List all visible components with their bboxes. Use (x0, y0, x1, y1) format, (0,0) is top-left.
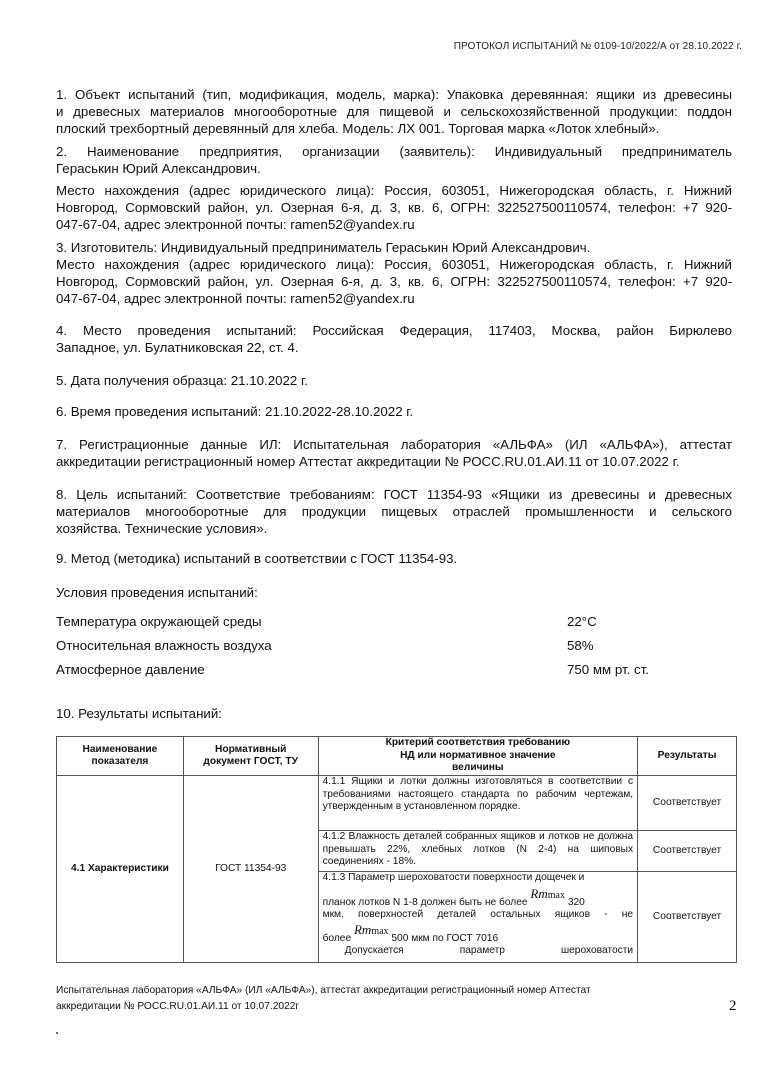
table-row (57, 776, 737, 831)
section-applicant-line-1: 2. Наименование предприятия, организации (заявитель): Индивидуальный предприниматель (56, 144, 732, 159)
rm-max-symbol: Rmmax (530, 885, 565, 901)
applicant-address-line-2: Новгород, Сормовский район, ул. Озерная 6-я, д. 3, кв. 6, ОГРН: 322527500110574, телефон: +7 920- (56, 200, 732, 215)
section-lab-registration-line-1: 7. Регистрационные данные ИЛ: Испытательная лаборатория «АЛЬФА» (ИЛ «АЛЬФА»), аттестат (56, 437, 732, 452)
results-table-header (57, 737, 737, 776)
indicator-name-cell: 4.1 Характеристики (57, 776, 184, 963)
page-number: 2 (729, 998, 737, 1014)
section-test-location-line-1: 4. Место проведения испытаний: Российская Федерация, 117403, Москва, район Бирюлево (56, 323, 732, 338)
section-lab-registration-line-2: аккредитации регистрационный номер Аттестат аккредитации № РОСС.RU.01.АИ.11 от 10.07.2022 г. (56, 454, 680, 469)
applicant-address (56, 182, 732, 233)
section-test-purpose-line-3: хозяйства. Технические условия». (56, 521, 268, 536)
header-criterion: Критерий соответствия требованию НД или нормативное значение величины (318, 737, 638, 776)
header-normative-doc: Нормативный документ ГОСТ, ТУ (183, 737, 318, 776)
rm-max-symbol: Rmmax (353, 921, 389, 937)
section-test-method: 9. Метод (методика) испытаний в соответствии с ГОСТ 11354-93. (56, 551, 458, 566)
section-test-purpose-line-2: материалов многооборотные для продукции пищевых отраслей промышленности и сельского (56, 504, 732, 519)
section-test-purpose-line-1: 8. Цель испытаний: Соответствие требованиям: ГОСТ 11354-93 «Ящики из древесины и древесных (56, 487, 732, 502)
applicant-address-line-3: 047-67-04, адрес электронной почты: ramen52@yandex.ru (56, 217, 415, 232)
section-test-location (56, 322, 732, 356)
condition-value: 58% (567, 638, 594, 653)
section-object (56, 86, 732, 137)
section-lab-registration (56, 436, 732, 470)
result-cell: Соответствует (638, 872, 737, 963)
normative-doc-cell: ГОСТ 11354-93 (183, 776, 318, 963)
condition-label: Атмосферное давление (56, 662, 205, 677)
footer-line-1: Испытательная лаборатория «АЛЬФА» (ИЛ «АЛЬФА»), аттестат аккредитации регистрационный номер Аттестат (56, 985, 591, 996)
header-indicator-name: Наименование показателя (57, 737, 184, 776)
section-manufacturer-line-2: Место нахождения (адрес юридического лица): Россия, 603051, Нижегородская область, г. Нижний (56, 257, 732, 272)
footer-line-2: аккредитации № РОСС.RU.01.АИ.11 от 10.07.2022г (56, 1001, 300, 1012)
section-test-location-line-2: Западное, ул. Булатниковская 22, ст. 4. (56, 340, 299, 355)
section-applicant-line-2: Гераськин Юрий Александрович. (56, 161, 261, 176)
condition-value: 750 мм рт. ст. (567, 662, 649, 677)
applicant-address-line-1: Место нахождения (адрес юридического лица): Россия, 603051, Нижегородская область, г. Нижний (56, 183, 732, 198)
protocol-header: ПРОТОКОЛ ИСПЫТАНИЙ № 0109-10/2022/А от 28.10.2022 г. (453, 41, 742, 52)
criterion-line: более Rmmax 500 мкм по ГОСТ 7016 (322, 921, 499, 944)
page-footer (56, 983, 696, 1015)
criterion-line: мкм, поверхностей деталей остальных ящиков - не (322, 909, 634, 920)
criterion-line: планок лотков N 1-8 должен быть не более Rmmax 320 (322, 885, 585, 908)
criterion-line: Допускается параметр шероховатости (344, 945, 634, 956)
section-sample-date: 5. Дата получения образца: 21.10.2022 г. (56, 373, 308, 388)
results-title: 10. Результаты испытаний: (56, 706, 222, 721)
results-table (56, 736, 737, 963)
condition-label: Температура окружающей среды (56, 614, 262, 629)
section-object-line-2: и древесных материалов многооборотные для пищевой и сельскохозяйственной продукции: поддон (56, 104, 732, 119)
section-applicant (56, 143, 732, 177)
result-cell: Соответствует (638, 831, 737, 872)
section-object-line-1: 1. Объект испытаний (тип, модификация, модель, марка): Упаковка деревянная: ящики из древесины (56, 87, 732, 102)
stray-dot (56, 1032, 58, 1034)
section-manufacturer (56, 239, 732, 307)
criterion-line: 4.1.3 Параметр шероховатости поверхности дощечек и (322, 872, 585, 883)
section-manufacturer-line-4: 047-67-04, адрес электронной почты: ramen52@yandex.ru (56, 291, 415, 306)
section-manufacturer-line-1: 3. Изготовитель: Индивидуальный предприниматель Гераськин Юрий Александрович. (56, 240, 591, 255)
section-object-line-3: плоский трехбортный деревянный для хлеба. Модель: ЛХ 001. Торговая марка «Лоток хлебный». (56, 121, 660, 136)
criterion-cell: 4.1.1 Ящики и лотки должны изготовляться в соответствии с требованиями настоящего стандарта по рабочим чертежам, утвержденным в установленном порядке. (318, 776, 638, 831)
section-test-purpose (56, 486, 732, 537)
criterion-cell: 4.1.2 Влажность деталей собранных ящиков и лотков не должна превышать 22%, хлебных лотков (N 2-4) на шиповых соединениях - 18%. (318, 831, 638, 872)
section-manufacturer-line-3: Новгород, Сормовский район, ул. Озерная 6-я, д. 3, кв. 6, ОГРН: 322527500110574, телефон: +7 920- (56, 274, 732, 289)
conditions-title: Условия проведения испытаний: (56, 585, 258, 600)
condition-value: 22°С (567, 614, 597, 629)
criterion-cell (318, 872, 638, 963)
section-test-period: 6. Время проведения испытаний: 21.10.2022-28.10.2022 г. (56, 404, 414, 419)
result-cell: Соответствует (638, 776, 737, 831)
condition-label: Относительная влажность воздуха (56, 638, 272, 653)
header-results: Результаты (638, 737, 737, 776)
